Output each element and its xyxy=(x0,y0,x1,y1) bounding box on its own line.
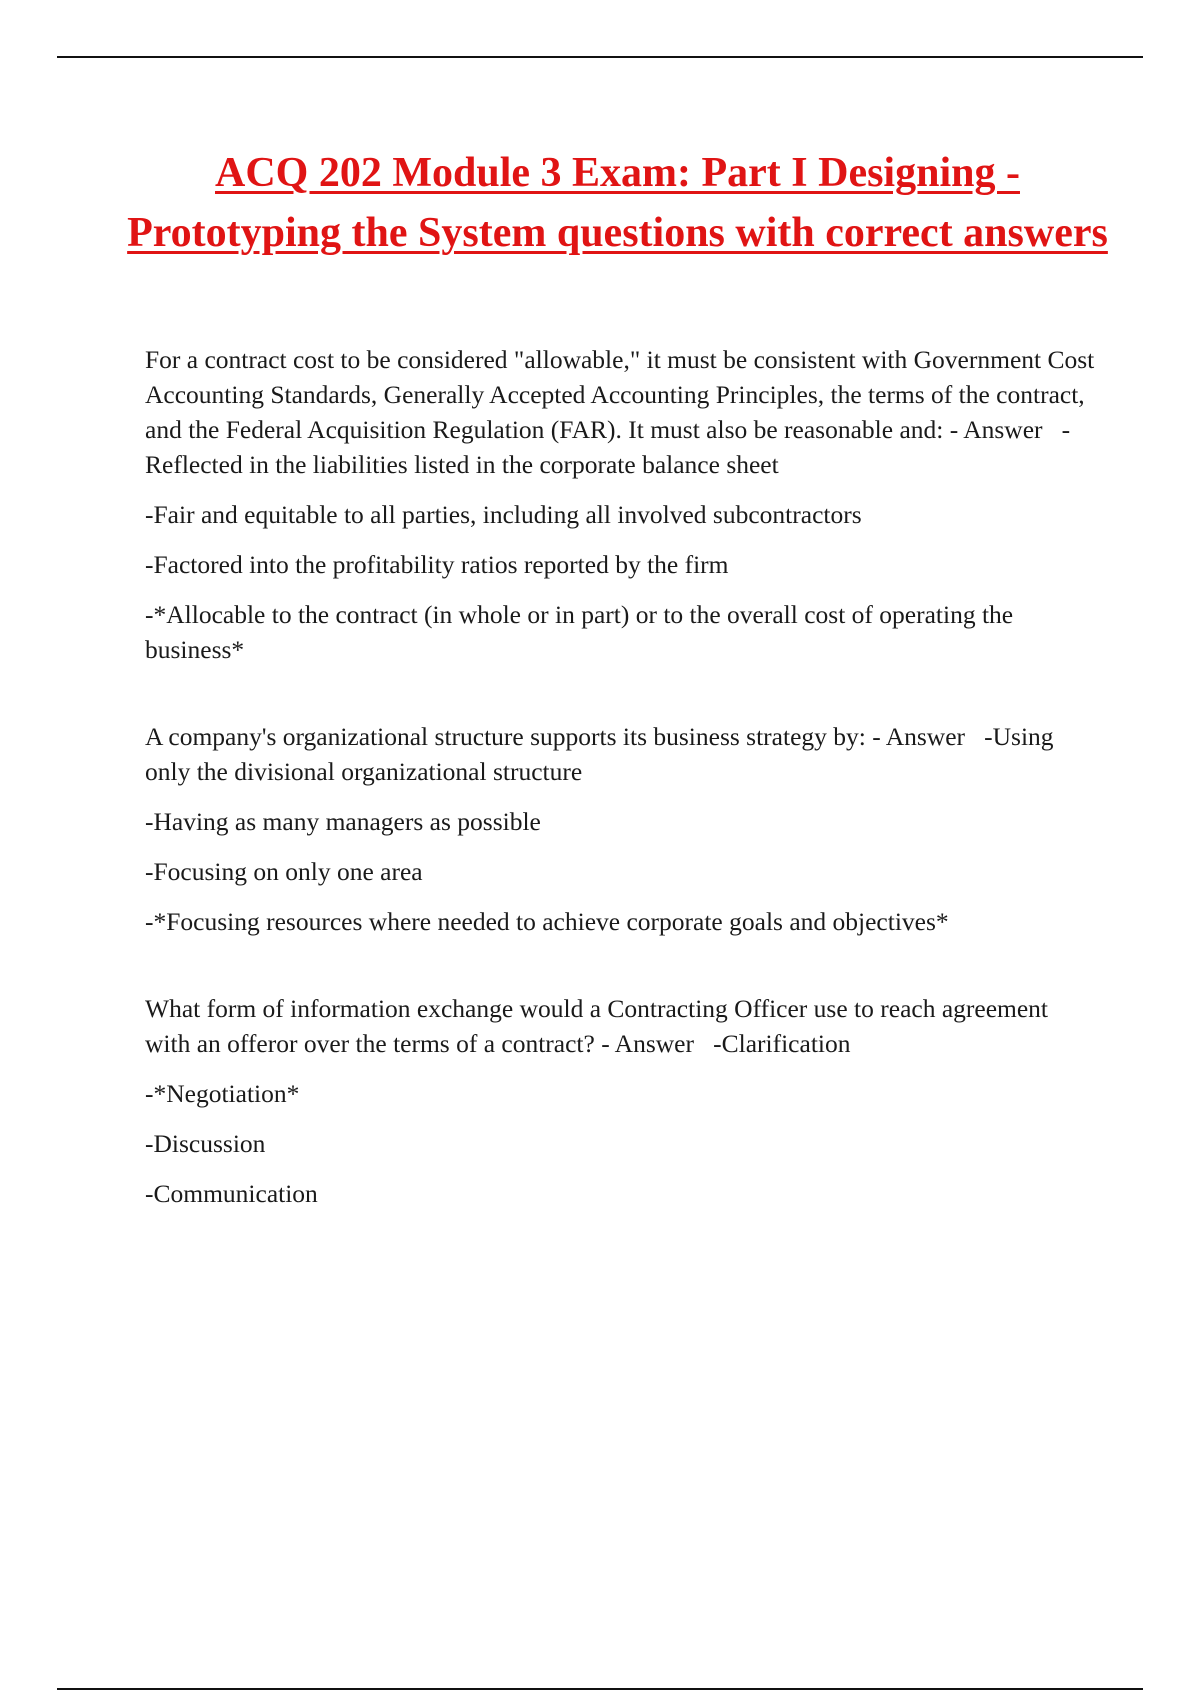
question-text: What form of information exchange would a Contracting Officer use to reach agreement with an offeror over the terms of a contract? xyxy=(145,994,1055,1058)
bottom-divider xyxy=(57,1688,1143,1690)
question-block-1 xyxy=(145,342,1100,667)
document-title: ACQ 202 Module 3 Exam: Part I Designing - Prototyping the System questions with correct answers xyxy=(127,150,1108,256)
answer-option: -Using only the divisional organizational structure xyxy=(145,722,1060,786)
top-divider xyxy=(57,56,1143,58)
document-body xyxy=(145,342,1100,1211)
answer-option: -Having as many managers as possible xyxy=(145,807,541,836)
answer-option: -Focusing on only one area xyxy=(145,857,423,886)
answer-label: - Answer xyxy=(865,722,985,751)
question-paragraph xyxy=(145,342,1100,482)
question-block-3 xyxy=(145,991,1095,1211)
answer-option: -Reflected in the liabilities listed in the corporate balance sheet xyxy=(145,415,1071,479)
correct-answer-option: -*Allocable to the contract (in whole or in part) or to the overall cost of operating the business* xyxy=(145,600,1014,664)
answer-option: -Clarification xyxy=(713,1029,851,1058)
answer-option: -Communication xyxy=(145,1179,318,1208)
answer-label: - Answer xyxy=(943,415,1062,444)
question-text: A company's organizational structure supports its business strategy by: xyxy=(145,722,866,751)
question-block-2 xyxy=(145,719,1095,939)
question-text: For a contract cost to be considered "allowable," it must be consistent with Government Cost Accounting Standards, Generally Accepted Accounting Principles, the terms of the contract, and the Federal Acquisition Regulation (FAR). It must also be reasonable and: xyxy=(145,345,1100,444)
answer-label: - Answer xyxy=(594,1029,714,1058)
answer-option: -Factored into the profitability ratios reported by the firm xyxy=(145,550,729,579)
correct-answer-option: -*Negotiation* xyxy=(145,1079,300,1108)
correct-answer-option: -*Focusing resources where needed to achieve corporate goals and objectives* xyxy=(145,907,949,936)
answer-option: -Fair and equitable to all parties, including all involved subcontractors xyxy=(145,500,862,529)
question-paragraph xyxy=(145,719,1095,789)
answer-option: -Discussion xyxy=(145,1129,266,1158)
question-paragraph xyxy=(145,991,1095,1061)
